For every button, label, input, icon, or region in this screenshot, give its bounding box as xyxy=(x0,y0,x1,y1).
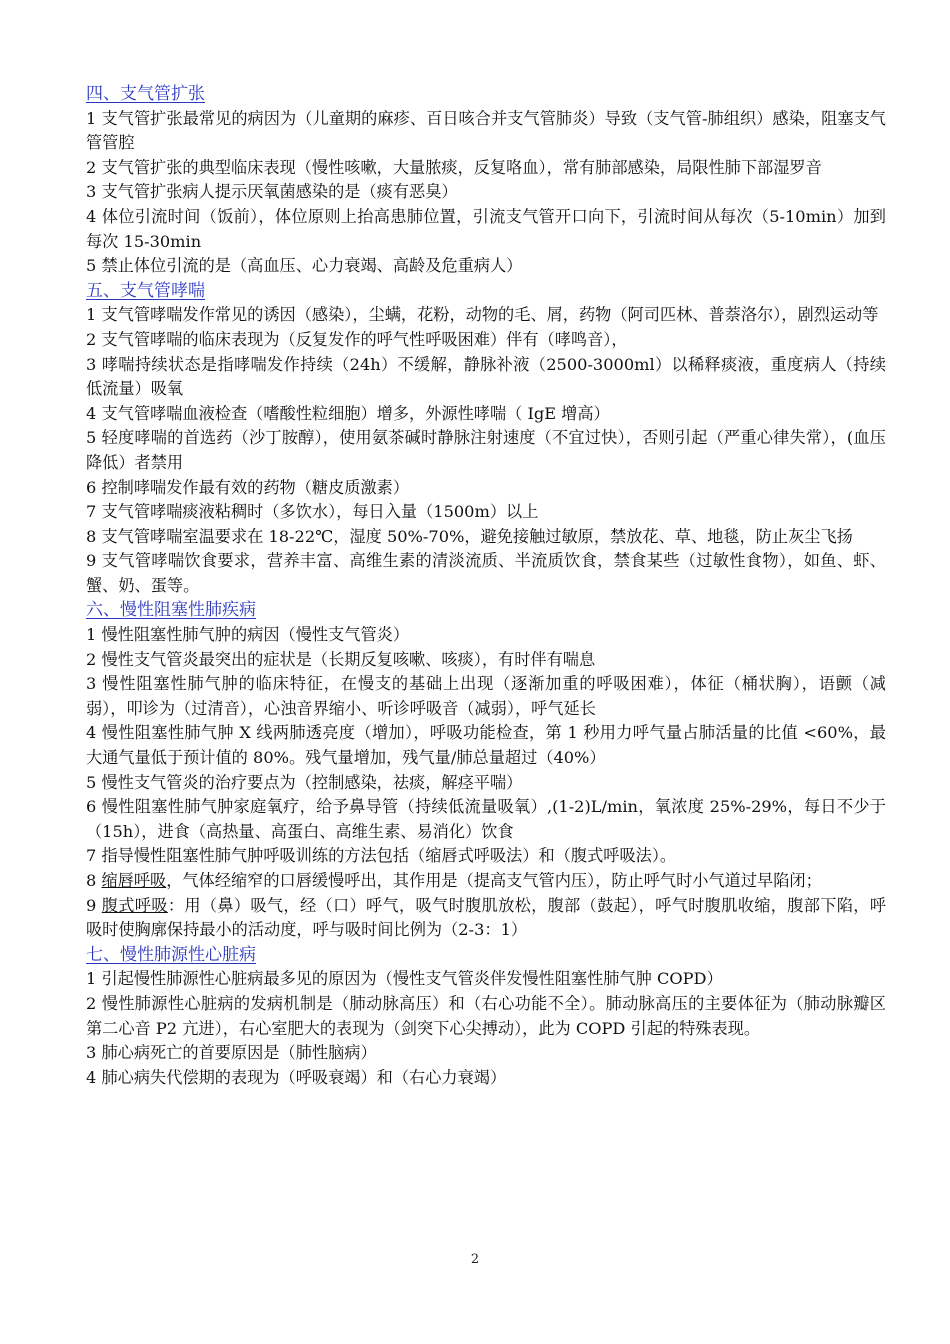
list-item: 5 轻度哮喘的首选药（沙丁胺醇），使用氨茶碱时静脉注射速度（不宜过快），否则引起（严重心律失常），(血压降低）者禁用 xyxy=(86,428,886,472)
list-item: 8 支气管哮喘室温要求在 18-22℃，湿度 50%-70%，避免接触过敏原，禁放花、草、地毯，防止灰尘飞扬 xyxy=(86,526,853,546)
list-item xyxy=(86,894,886,943)
list-item: 5 禁止体位引流的是（高血压、心力衰竭、高龄及危重病人） xyxy=(86,256,523,276)
list-item: 1 慢性阻塞性肺气肿的病因（慢性支气管炎） xyxy=(86,625,410,645)
section-heading: 六、慢性阻塞性肺疾病 xyxy=(86,600,256,621)
list-item: 4 肺心病失代偿期的表现为（呼吸衰竭）和（右心力衰竭） xyxy=(86,1067,507,1087)
list-item: 3 哮喘持续状态是指哮喘发作持续（24h）不缓解，静脉补液（2500-3000ml）以稀释痰液，重度病人（持续低流量）吸氧 xyxy=(86,354,886,399)
list-item: 7 指导慢性阻塞性肺气肿呼吸训练的方法包括（缩唇式呼吸法）和（腹式呼吸法）。 xyxy=(86,846,677,866)
list-item: 3 支气管扩张病人提示厌氧菌感染的是（痰有恶臭） xyxy=(86,182,458,202)
list-item: 2 支气管哮喘的临床表现为（反复发作的呼气性呼吸困难）伴有（哮鸣音）， xyxy=(86,329,628,349)
document-page xyxy=(86,82,886,1090)
list-item: 1 支气管哮喘发作常见的诱因（感染），尘螨，花粉，动物的毛、屑，药物（阿司匹林、普萘洛尔），剧烈运动等 xyxy=(86,305,879,325)
list-item: 4 支气管哮喘血液检查（嗜酸性粒细胞）增多，外源性哮喘（ IgE 增高） xyxy=(86,403,610,423)
list-item: 3 肺心病死亡的首要原因是（肺性脑病） xyxy=(86,1043,377,1063)
list-item: 2 慢性支气管炎最突出的症状是（长期反复咳嗽、咳痰），有时伴有喘息 xyxy=(86,649,596,669)
list-item: 4 慢性阻塞性肺气肿 X 线两肺透亮度（增加），呼吸功能检查，第 1 秒用力呼气量占肺活量的比值 <60%，最大通气量低于预计值的 80%。残气量增加，残气量/肺总量超过（40%） xyxy=(86,723,886,768)
list-item: 2 慢性肺源性心脏病的发病机制是（肺动脉高压）和（右心功能不全）。肺动脉高压的主要体征为（肺动脉瓣区第二心音 P2 亢进），右心室肥大的表现为（剑突下心尖搏动），此为 COPD 引起的特殊表现。 xyxy=(86,993,886,1038)
list-item: 6 慢性阻塞性肺气肿家庭氧疗，给予鼻导管（持续低流量吸氧）,(1-2)L/min，氧浓度 25%-29%，每日不少于（15h），进食（高热量、高蛋白、高维生素、易消化）饮食 xyxy=(86,797,886,841)
list-item: 5 慢性支气管炎的治疗要点为（控制感染，祛痰，解痉平喘） xyxy=(86,772,523,792)
list-item: 9 支气管哮喘饮食要求，营养丰富、高维生素的清淡流质、半流质饮食，禁食某些（过敏性食物），如鱼、虾、蟹、奶、蛋等。 xyxy=(86,551,886,595)
list-item: 4 体位引流时间（饭前），体位原则上抬高患肺位置，引流支气管开口向下，引流时间从每次（5-10min）加到每次 15-30min xyxy=(86,206,886,251)
list-item: 7 支气管哮喘痰液粘稠时（多饮水），每日入量（1500m）以上 xyxy=(86,502,539,522)
list-item: 1 引起慢性肺源性心脏病最多见的原因为（慢性支气管炎伴发慢性阻塞性肺气肿 COPD） xyxy=(86,969,723,989)
section-heading: 四、支气管扩张 xyxy=(86,84,205,104)
list-item: 3 慢性阻塞性肺气肿的临床特征，在慢支的基础上出现（逐渐加重的呼吸困难），体征（桶状胸），语颤（减弱），叩诊为（过清音），心浊音界缩小、听诊呼吸音（减弱），呼气延长 xyxy=(86,674,886,718)
list-item xyxy=(86,869,886,894)
list-item: 1 支气管扩张最常见的病因为（儿童期的麻疹、百日咳合并支气管肺炎）导致（支气管-肺组织）感染，阻塞支气管管腔 xyxy=(86,108,886,153)
list-item: 6 控制哮喘发作最有效的药物（糖皮质激素） xyxy=(86,477,410,497)
list-item: 2 支气管扩张的典型临床表现（慢性咳嗽，大量脓痰，反复咯血），常有肺部感染，局限性肺下部湿罗音 xyxy=(86,157,822,177)
section-heading: 七、慢性肺源性心脏病 xyxy=(86,944,256,965)
underlined-term: 腹式呼吸 xyxy=(101,895,168,915)
section-heading: 五、支气管哮喘 xyxy=(86,280,205,301)
item-text: ，气体经缩窄的口唇缓慢呼出，其作用是（提高支气管内压），防止呼气时小气道过早陷闭； xyxy=(166,871,822,890)
item-number: 8 xyxy=(86,871,102,890)
page-number: 2 xyxy=(470,1252,480,1267)
item-text: ：用（鼻）吸气，经（口）呼气，吸气时腹肌放松，腹部（鼓起），呼气时腹肌收缩，腹部下陷，呼吸时使胸廓保持最小的活动度，呼与吸时间比例为（2-3：1） xyxy=(86,895,887,940)
underlined-term: 缩唇呼吸 xyxy=(101,871,167,890)
item-number: 9 xyxy=(86,895,102,915)
